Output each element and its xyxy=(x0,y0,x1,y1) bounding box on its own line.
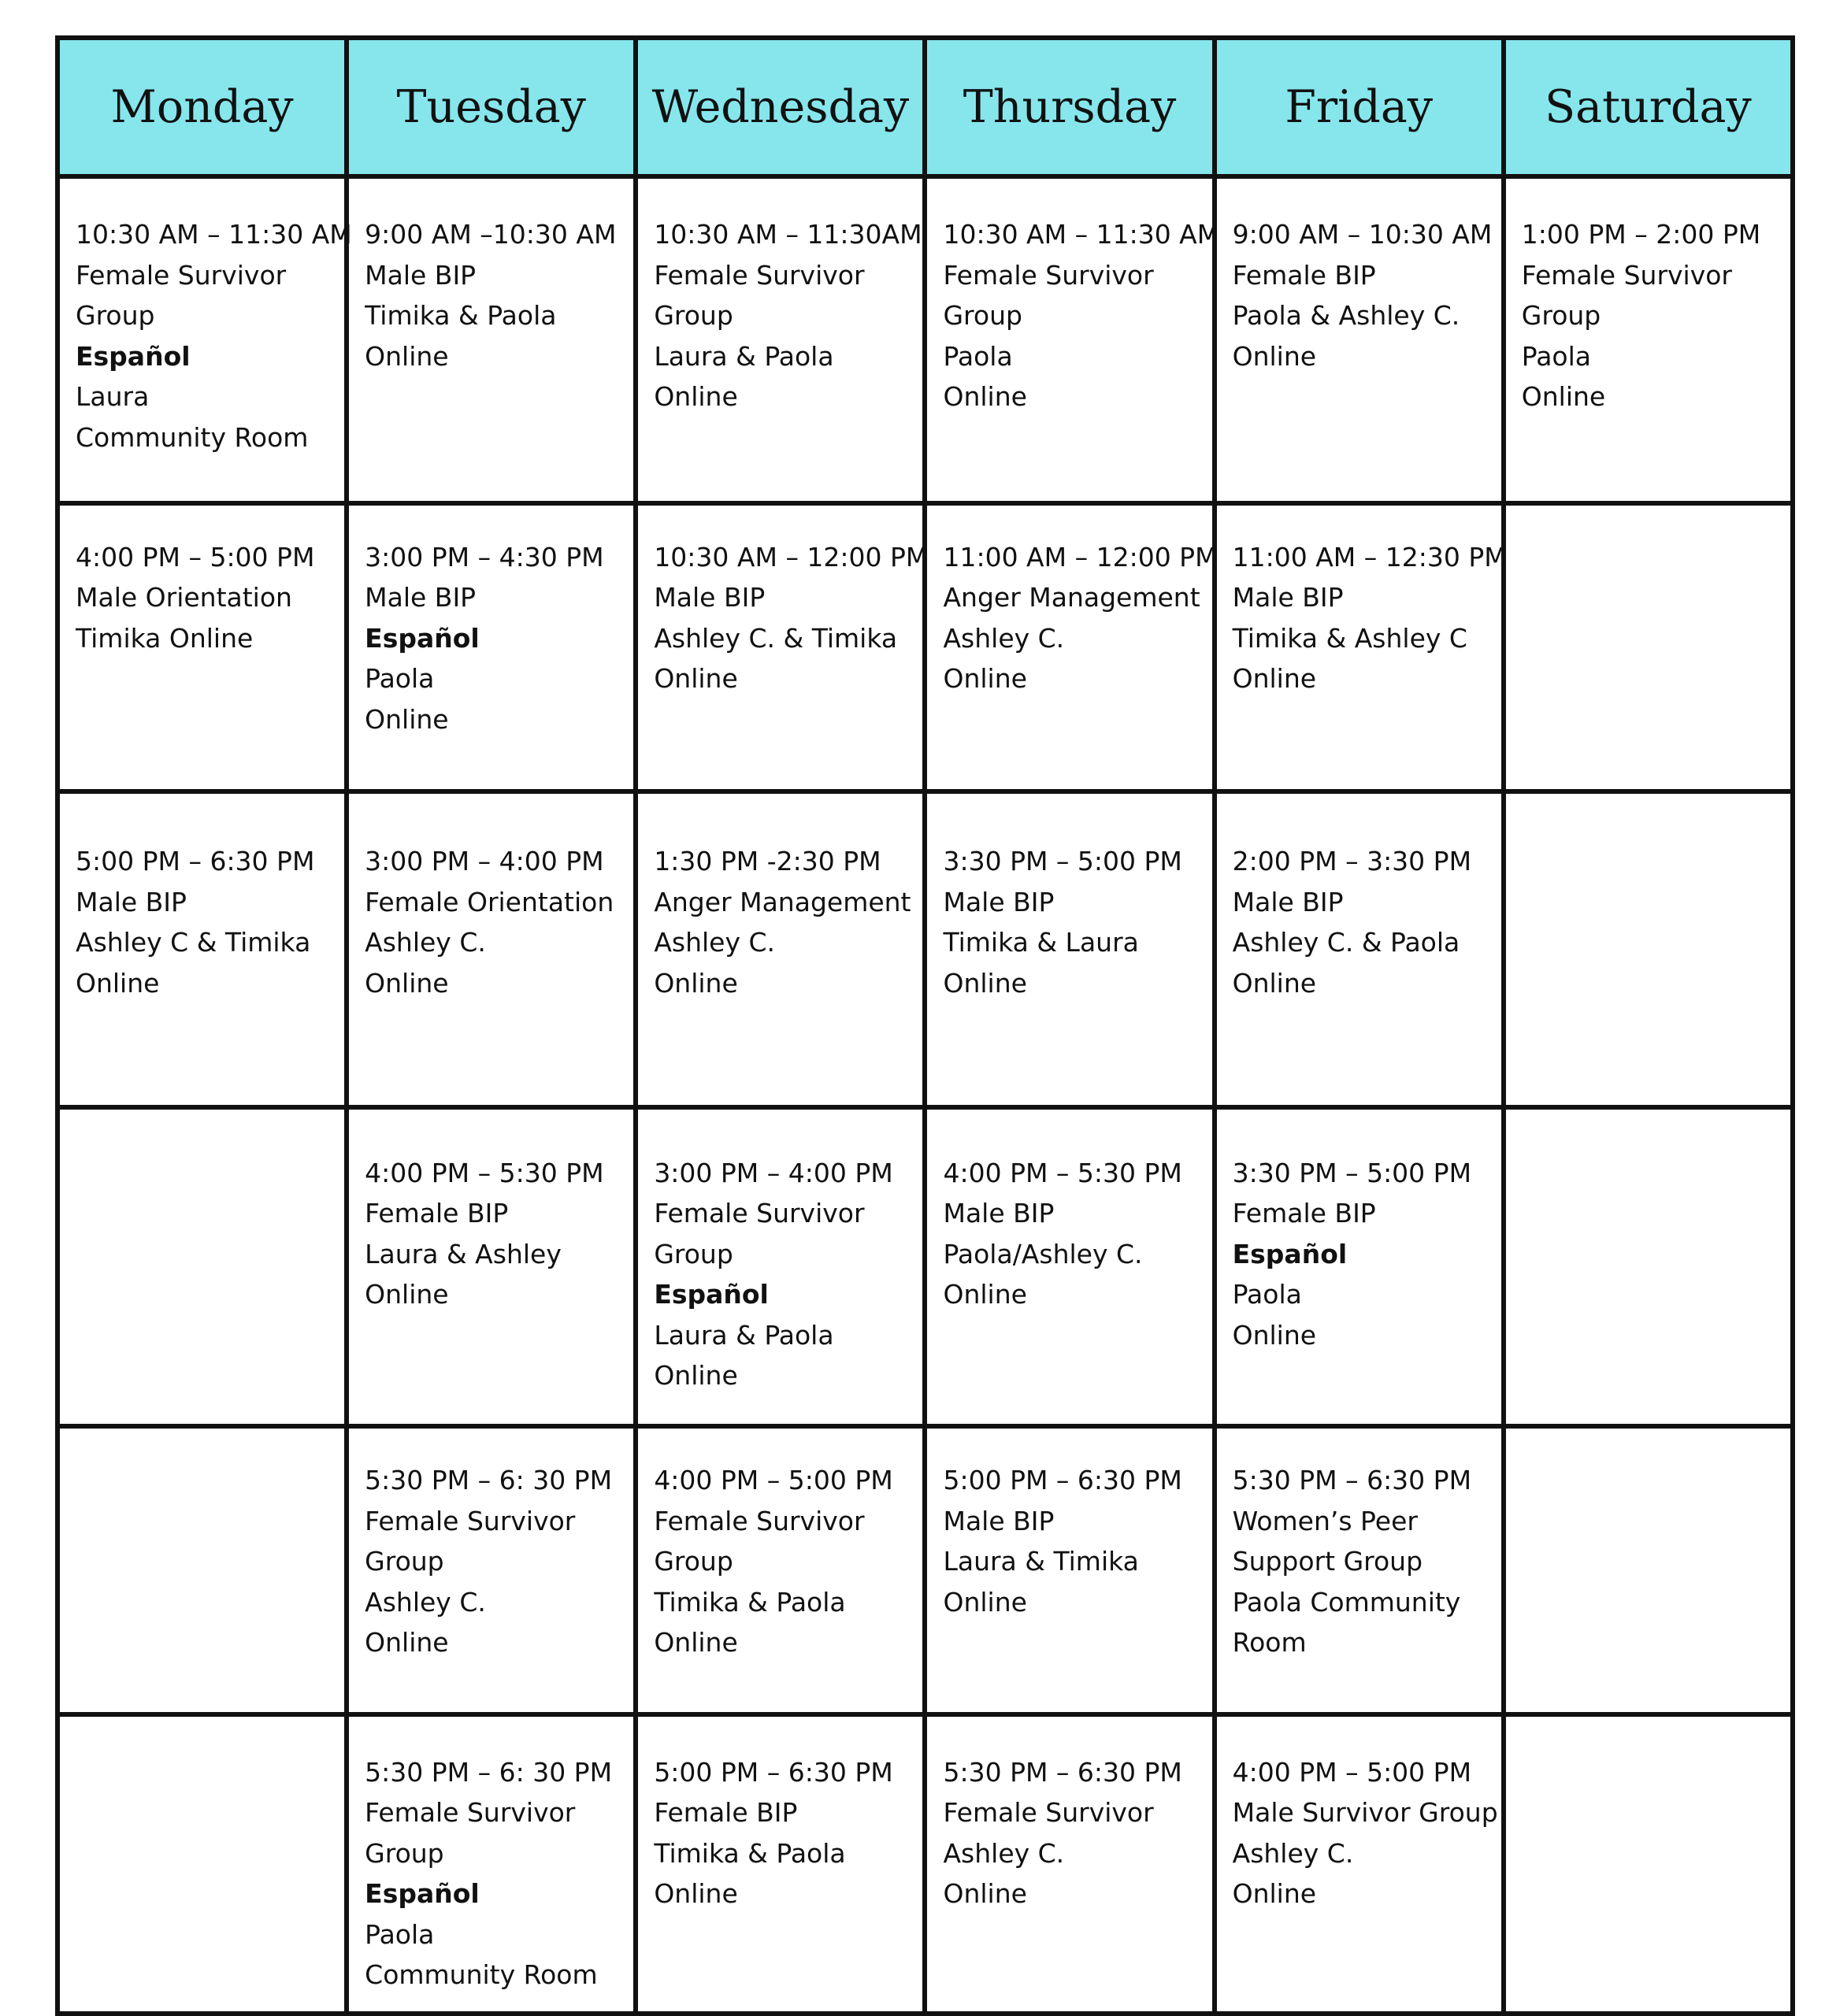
session-time: 10:30 AM – 11:30 AM xyxy=(76,219,352,250)
session-line: Laura & Paola xyxy=(654,1319,834,1351)
session-cell-wednesday xyxy=(636,1107,925,1427)
session-time: 11:00 AM – 12:30 PM xyxy=(1232,541,1507,573)
weekly-schedule-table xyxy=(55,35,1795,2016)
session-time: 4:00 PM – 5:30 PM xyxy=(943,1157,1182,1188)
session-cell-saturday xyxy=(1504,176,1793,503)
session-details xyxy=(1506,1110,1790,1153)
session-line: Online xyxy=(1232,340,1317,372)
session-line: Male Survivor Group xyxy=(1232,1797,1498,1829)
session-line: Anger Management xyxy=(654,886,911,917)
session-line: Community Room xyxy=(76,421,309,453)
schedule-body xyxy=(57,176,1793,2014)
session-line: Female Survivor xyxy=(1521,259,1733,291)
session-details xyxy=(60,1429,344,1460)
session-line: Ashley C. xyxy=(943,1837,1065,1869)
session-line: Ashley C. xyxy=(654,927,776,958)
session-line: Male BIP xyxy=(943,886,1055,917)
empty-cell-saturday xyxy=(1504,1714,1793,2014)
session-line: Timika & Paola xyxy=(654,1837,846,1869)
session-language: Español xyxy=(654,1279,769,1310)
empty-cell-monday xyxy=(57,1426,347,1714)
empty-cell-saturday xyxy=(1504,503,1793,791)
session-line: Group xyxy=(943,300,1022,331)
session-line: Timika & Paola xyxy=(365,300,557,331)
session-line: Timika & Ashley C xyxy=(1232,622,1467,654)
session-details xyxy=(1506,506,1790,537)
session-line: Paola xyxy=(365,663,435,695)
session-language: Español xyxy=(1232,1238,1348,1269)
session-line: Online xyxy=(654,1360,738,1392)
session-cell-monday xyxy=(57,176,352,503)
session-details xyxy=(60,794,344,1003)
session-line: Online xyxy=(654,381,738,412)
session-line: Online xyxy=(365,703,449,735)
session-line: Male BIP xyxy=(654,582,766,613)
session-time: 5:30 PM – 6: 30 PM xyxy=(365,1465,613,1496)
session-cell-wednesday xyxy=(636,1714,925,2014)
session-line: Group xyxy=(654,1546,733,1577)
session-time: 10:30 AM – 11:30AM xyxy=(654,219,922,250)
session-line: Laura & Paola xyxy=(654,340,834,372)
session-line: Laura xyxy=(76,381,150,412)
session-cell-monday xyxy=(57,503,347,791)
day-header-friday: Friday xyxy=(1215,38,1504,176)
session-line: Female BIP xyxy=(1232,259,1376,291)
session-line: Male BIP xyxy=(1232,582,1344,613)
session-line: Male BIP xyxy=(76,886,187,917)
empty-cell-saturday xyxy=(1504,1107,1793,1427)
schedule-row xyxy=(57,503,1793,791)
session-time: 3:00 PM – 4:30 PM xyxy=(365,541,604,573)
session-line: Anger Management xyxy=(943,582,1200,613)
session-cell-friday xyxy=(1215,1714,1504,2014)
session-details xyxy=(638,179,922,417)
session-line: Group xyxy=(76,300,155,331)
session-line: Female BIP xyxy=(654,1797,798,1829)
session-line: Women’s Peer xyxy=(1232,1505,1418,1536)
session-line: Paola xyxy=(1521,340,1592,372)
session-cell-thursday xyxy=(925,791,1214,1107)
session-cell-wednesday xyxy=(636,176,925,503)
session-cell-tuesday xyxy=(347,1426,636,1714)
session-line: Paola xyxy=(1232,1279,1302,1310)
session-line: Male BIP xyxy=(365,259,477,291)
day-header-row xyxy=(57,38,1793,176)
session-details xyxy=(1217,794,1501,1003)
session-details xyxy=(638,1717,922,1914)
session-details xyxy=(1506,1429,1790,1460)
session-line: Online xyxy=(943,1878,1027,1910)
session-details xyxy=(927,506,1218,699)
session-details xyxy=(1217,506,1507,699)
schedule-row xyxy=(57,1107,1793,1427)
session-cell-thursday xyxy=(925,176,1220,503)
session-cell-wednesday xyxy=(636,503,929,791)
schedule-row xyxy=(57,791,1793,1107)
session-details xyxy=(1217,179,1501,376)
session-cell-friday xyxy=(1215,503,1507,791)
session-line: Online xyxy=(943,663,1027,695)
session-line: Female Survivor xyxy=(365,1797,576,1829)
session-line: Paola/Ashley C. xyxy=(943,1238,1143,1269)
session-time: 1:30 PM -2:30 PM xyxy=(654,846,881,877)
session-cell-tuesday xyxy=(347,176,636,503)
session-details xyxy=(1217,1429,1501,1663)
session-line: Online xyxy=(654,967,738,999)
session-line: Male BIP xyxy=(1232,886,1344,917)
session-details xyxy=(638,506,929,699)
session-time: 3:00 PM – 4:00 PM xyxy=(365,846,604,877)
session-line: Female Survivor xyxy=(654,1505,865,1536)
session-cell-thursday xyxy=(925,1714,1214,2014)
session-line: Timika & Paola xyxy=(654,1586,846,1618)
session-line: Male BIP xyxy=(365,582,477,613)
day-header-monday: Monday xyxy=(57,38,347,176)
session-line: Ashley C. xyxy=(365,1586,486,1618)
session-time: 5:30 PM – 6:30 PM xyxy=(943,1756,1182,1788)
session-details xyxy=(60,1717,344,1752)
session-line: Ashley C. xyxy=(1232,1837,1354,1869)
session-line: Online xyxy=(654,1878,738,1910)
day-header-saturday: Saturday xyxy=(1504,38,1793,176)
session-line: Online xyxy=(943,967,1027,999)
session-line: Room xyxy=(1232,1627,1307,1658)
empty-cell-monday xyxy=(57,1714,347,2014)
session-details xyxy=(927,794,1211,1003)
empty-cell-saturday xyxy=(1504,1426,1793,1714)
session-details xyxy=(927,1717,1211,1914)
session-details xyxy=(349,1717,633,1996)
session-details xyxy=(1217,1110,1501,1356)
session-line: Male BIP xyxy=(943,1505,1055,1536)
session-line: Ashley C. xyxy=(943,622,1065,654)
session-details xyxy=(1506,794,1790,841)
session-cell-thursday xyxy=(925,503,1218,791)
session-line: Female Survivor xyxy=(943,1797,1154,1829)
session-line: Ashley C. & Timika xyxy=(654,622,898,654)
session-line: Female Orientation xyxy=(365,886,614,917)
session-cell-tuesday xyxy=(347,1107,636,1427)
session-details xyxy=(927,1429,1211,1622)
session-line: Online xyxy=(365,1627,449,1658)
session-line: Female Survivor xyxy=(654,259,865,291)
session-details xyxy=(349,179,633,376)
session-line: Laura & Timika xyxy=(943,1546,1139,1577)
session-details xyxy=(638,1110,922,1396)
session-line: Female Survivor xyxy=(943,259,1154,291)
schedule-row xyxy=(57,1714,1793,2014)
session-details xyxy=(60,179,352,458)
session-cell-tuesday xyxy=(347,1714,636,2014)
session-line: Online xyxy=(1232,1878,1317,1910)
session-cell-friday xyxy=(1215,1426,1504,1714)
session-details xyxy=(1217,1717,1501,1914)
session-cell-friday xyxy=(1215,176,1504,503)
session-cell-wednesday xyxy=(636,791,925,1107)
session-line: Online xyxy=(365,340,449,372)
session-time: 4:00 PM – 5:00 PM xyxy=(654,1465,893,1496)
session-line: Female Survivor xyxy=(76,259,287,291)
session-time: 3:00 PM – 4:00 PM xyxy=(654,1157,893,1188)
session-line: Online xyxy=(76,967,160,999)
session-language: Español xyxy=(365,1878,480,1910)
session-line: Paola xyxy=(365,1918,435,1950)
session-line: Timika & Laura xyxy=(943,927,1139,958)
session-cell-tuesday xyxy=(347,503,636,791)
session-line: Ashley C. xyxy=(365,927,486,958)
empty-cell-monday xyxy=(57,1107,347,1427)
day-header-thursday: Thursday xyxy=(925,38,1214,176)
session-line: Female BIP xyxy=(365,1198,509,1229)
session-line: Ashley C. & Paola xyxy=(1232,927,1460,958)
session-details xyxy=(927,179,1220,417)
session-line: Online xyxy=(1521,381,1606,412)
session-line: Timika Online xyxy=(76,622,254,654)
session-details xyxy=(1506,179,1790,417)
session-line: Online xyxy=(1232,1319,1317,1351)
session-time: 5:30 PM – 6: 30 PM xyxy=(365,1756,613,1788)
session-time: 5:00 PM – 6:30 PM xyxy=(654,1756,893,1788)
session-line: Female BIP xyxy=(1232,1198,1376,1229)
session-details xyxy=(349,506,633,740)
session-time: 5:00 PM – 6:30 PM xyxy=(76,846,315,877)
session-cell-friday xyxy=(1215,1107,1504,1427)
session-cell-thursday xyxy=(925,1107,1214,1427)
session-line: Support Group xyxy=(1232,1546,1423,1577)
session-details xyxy=(349,1429,633,1663)
session-language: Español xyxy=(365,622,480,654)
session-details xyxy=(1506,1717,1790,1752)
session-time: 2:00 PM – 3:30 PM xyxy=(1232,846,1472,877)
session-time: 10:30 AM – 12:00 PM xyxy=(654,541,929,573)
session-line: Paola & Ashley C. xyxy=(1232,300,1460,331)
session-line: Group xyxy=(365,1837,444,1869)
session-line: Paola xyxy=(943,340,1013,372)
session-time: 9:00 AM – 10:30 AM xyxy=(1232,219,1493,250)
session-cell-thursday xyxy=(925,1426,1214,1714)
schedule-row xyxy=(57,176,1793,503)
session-time: 3:30 PM – 5:00 PM xyxy=(943,846,1182,877)
session-time: 5:00 PM – 6:30 PM xyxy=(943,1465,1182,1496)
session-time: 4:00 PM – 5:00 PM xyxy=(1232,1756,1472,1788)
session-details xyxy=(349,794,633,1003)
session-line: Female Survivor xyxy=(654,1198,865,1229)
session-line: Online xyxy=(365,967,449,999)
session-line: Online xyxy=(654,663,738,695)
session-time: 11:00 AM – 12:00 PM xyxy=(943,541,1218,573)
session-time: 10:30 AM – 11:30 AM xyxy=(943,219,1220,250)
session-line: Online xyxy=(654,1627,738,1658)
schedule-row xyxy=(57,1426,1793,1714)
session-time: 5:30 PM – 6:30 PM xyxy=(1232,1465,1472,1496)
session-details xyxy=(638,1429,922,1663)
session-time: 3:30 PM – 5:00 PM xyxy=(1232,1157,1472,1188)
day-header-tuesday: Tuesday xyxy=(347,38,636,176)
session-cell-friday xyxy=(1215,791,1504,1107)
session-line: Online xyxy=(943,1586,1027,1618)
session-details xyxy=(60,1110,344,1153)
session-details xyxy=(349,1110,633,1315)
session-line: Community Room xyxy=(365,1959,598,1991)
session-line: Group xyxy=(365,1546,444,1577)
session-time: 4:00 PM – 5:00 PM xyxy=(76,541,315,573)
session-time: 1:00 PM – 2:00 PM xyxy=(1521,219,1761,250)
day-header-wednesday: Wednesday xyxy=(636,38,925,176)
session-details xyxy=(60,506,344,659)
session-line: Group xyxy=(1521,300,1601,331)
session-line: Male Orientation xyxy=(76,582,292,613)
session-details xyxy=(927,1110,1211,1315)
session-cell-tuesday xyxy=(347,791,636,1107)
session-line: Laura & Ashley xyxy=(365,1238,562,1269)
session-line: Group xyxy=(654,1238,733,1269)
session-details xyxy=(638,794,922,1003)
session-time: 9:00 AM –10:30 AM xyxy=(365,219,617,250)
session-cell-monday xyxy=(57,791,347,1107)
session-line: Online xyxy=(1232,663,1317,695)
session-line: Paola Community xyxy=(1232,1586,1461,1618)
empty-cell-saturday xyxy=(1504,791,1793,1107)
schedule-header xyxy=(57,38,1793,176)
session-time: 4:00 PM – 5:30 PM xyxy=(365,1157,604,1188)
session-language: Español xyxy=(76,340,191,372)
session-line: Online xyxy=(365,1279,449,1310)
session-line: Online xyxy=(1232,967,1317,999)
session-line: Group xyxy=(654,300,733,331)
session-line: Online xyxy=(943,381,1027,412)
session-line: Online xyxy=(943,1279,1027,1310)
session-line: Ashley C & Timika xyxy=(76,927,311,958)
session-line: Male BIP xyxy=(943,1198,1055,1229)
session-line: Female Survivor xyxy=(365,1505,576,1536)
session-cell-wednesday xyxy=(636,1426,925,1714)
